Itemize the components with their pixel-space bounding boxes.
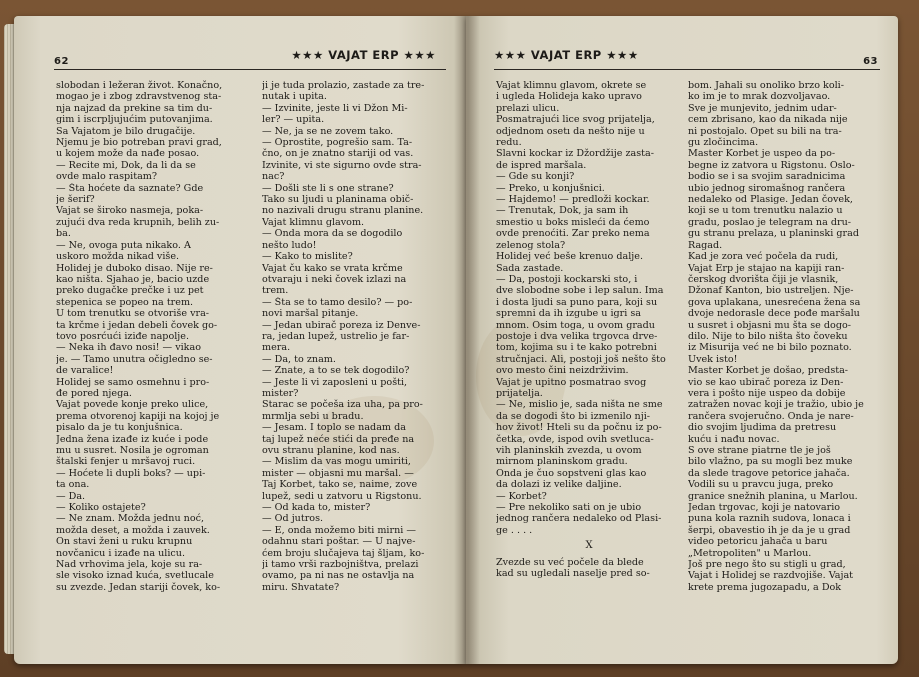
text-line: da slede tragove petorice jahača.: [688, 467, 850, 479]
text-line: dio svojim ljudima da pretresu: [688, 422, 837, 434]
text-line: ni postojalo. Opet su bili na tra-: [688, 125, 842, 137]
text-line: Slavni kockar iz Džordžije zasta-: [496, 148, 654, 160]
text-line: mu u susret. Nosila je ogroman: [56, 445, 209, 456]
text-line: — Od kada to, mister?: [262, 502, 371, 514]
text-line: postoje i dva velika trgovca drve-: [496, 330, 658, 342]
text-line: Holidej se samo osmehnu i pro-: [56, 376, 210, 388]
right-column-1-top: [496, 80, 682, 536]
text-line: U tom trenutku se otvoriše vra-: [56, 308, 210, 320]
text-line: čno, on je znatno stariji od vas.: [262, 148, 414, 160]
text-line: no nazivali drugu stranu planine.: [262, 205, 424, 217]
text-line: Izvinite, vi ste sigurno ovde stra-: [262, 159, 422, 171]
text-line: Jedan trgovac, koji je natovario: [688, 502, 841, 514]
text-line: — Trenutak, Dok, ja sam ih: [496, 205, 629, 217]
text-line: — Da, to znam.: [262, 353, 336, 365]
text-line: Master Korbet je uspeo da po-: [688, 148, 836, 160]
text-line: smestio u boks misleći da ćemo: [496, 216, 650, 228]
text-line: Vajat klimnu glavom, okrete se: [496, 80, 647, 91]
text-line: jednog rančera nedaleko od Plasi-: [496, 513, 662, 525]
text-line: Sve je munjevito, jednim udar-: [688, 102, 837, 114]
text-line: je. — Tamo unutra očigledno se-: [56, 353, 213, 365]
text-line: gradu, poslao je telegram na dru-: [688, 216, 851, 228]
text-line: nac?: [262, 171, 285, 183]
text-line: „Metropoliten" u Marlou.: [688, 547, 812, 559]
text-line: Posmatrajući lice svog prijatelja,: [496, 114, 655, 126]
text-line: Starac se počeša iza uha, pa pro-: [262, 399, 423, 411]
text-line: ovamo, pa ni nas ne ostavlja na: [262, 570, 415, 582]
text-line: puna kola raznih sudova, lonaca i: [688, 513, 851, 525]
text-line: tom, kojima su i te kako potrebni: [496, 342, 657, 354]
text-line: prijatelja.: [496, 387, 543, 399]
chapter-heading: X: [585, 540, 593, 552]
text-line: u susret i objasni mu šta se dogo-: [688, 319, 851, 331]
text-line: Kad je zora već počela da rudi,: [688, 251, 839, 263]
text-line: — Ne znam. Možda jednu noć,: [56, 513, 205, 525]
text-line: dilo. Nije to bilo ništa što čoveku: [688, 330, 848, 342]
text-line: Ragad.: [688, 239, 723, 251]
text-line: — Hoćete li dupli boks? — upi-: [56, 467, 206, 479]
text-line: — Kako to mislite?: [262, 251, 353, 263]
text-line: zatražen novac koji je tražio, ubio je: [688, 399, 864, 411]
text-line: bodio se i sa svojim saradnicima: [688, 171, 846, 183]
text-line: — Onda mora da se dogodilo: [262, 228, 403, 240]
text-line: Tako su ljudi u planinama obič-: [262, 194, 414, 206]
text-line: ovde prenoćiti. Zar preko nema: [496, 228, 650, 240]
text-line: ra, jedan lupež, ustrelio je far-: [262, 330, 410, 342]
text-line: ta ona.: [56, 479, 90, 491]
text-line: ge . . . .: [496, 524, 533, 536]
text-line: ko im je to mrak dozvoljavao.: [688, 91, 831, 103]
text-line: Vajat klimnu glavom.: [262, 216, 365, 228]
text-line: Vajat povede konje preko ulice,: [56, 399, 209, 411]
text-line: mnom. Osim toga, u ovom gradu: [496, 319, 655, 331]
text-line: i ugleda Holideja kako upravo: [496, 91, 642, 103]
text-line: — Ne, ovoga puta nikako. A: [56, 239, 191, 251]
text-line: — Korbet?: [496, 490, 547, 502]
text-line: šerpi, obavestio ih je da je u grad: [688, 524, 851, 536]
text-line: ba.: [56, 228, 71, 240]
text-line: stepenica se popeo na trem.: [56, 296, 194, 308]
text-line: tovo posrćući iziđe napolje.: [56, 330, 189, 342]
text-line: ovu stranu planine, kod nas.: [262, 445, 400, 456]
text-line: nešto ludo!: [262, 239, 317, 251]
text-line: S ove strane piatrne tle je još: [688, 445, 831, 456]
text-line: sle visoko iznad kuća, svetlucale: [56, 570, 214, 582]
text-line: — Neka ih đavo nosi! — vikao: [56, 342, 201, 354]
text-line: pisalo da je tu konjušnica.: [56, 422, 183, 434]
text-line: preko dugačke prečke i uz pet: [56, 285, 204, 297]
text-line: vio se kao ubirač poreza iz Den-: [688, 376, 844, 388]
text-line: spremni da ih izgube u igri sa: [496, 308, 642, 320]
text-line: Vajat i Holidej se razdvojiše. Vajat: [688, 570, 854, 582]
text-line: je šerif?: [56, 194, 95, 206]
text-line: da se dogodi što bi izmenilo nji-: [496, 410, 651, 422]
text-line: Master Korbet je došao, predsta-: [688, 365, 849, 377]
text-line: — Došli ste li s one strane?: [262, 182, 394, 194]
text-line: otvaraju i neki čovek izlazi na: [262, 273, 407, 285]
text-line: gu zločincima.: [688, 137, 759, 149]
text-line: cem zbrisano, kao da nikada nije: [688, 114, 848, 126]
text-line: — Da, postoji kockarski sto, i: [496, 273, 638, 285]
text-line: vih planinskih zvezda, u ovom: [496, 445, 642, 456]
text-line: ćem broju slučajeva taj šljam, ko-: [262, 547, 425, 559]
text-line: — E, onda možemo biti mirni —: [262, 524, 416, 536]
text-line: — Pre nekoliko sati on je ubio: [496, 502, 642, 514]
text-line: uskoro možda nikad više.: [56, 251, 180, 263]
text-line: su zvezde. Jedan stariji čovek, ko-: [56, 581, 221, 593]
left-column-1: [56, 80, 252, 593]
text-line: — Mislim da vas mogu umiriti,: [262, 456, 411, 468]
right-page-number: 63: [863, 56, 878, 67]
text-line: četka, ovde, ispod ovih svetluca-: [496, 433, 654, 445]
text-line: ji tamo vrši razbojništva, prelazi: [262, 559, 419, 571]
text-line: gu stranu prelaza, u planinski grad: [688, 228, 859, 240]
text-line: mrmlja sebi u bradu.: [262, 410, 364, 422]
text-line: Nad vrhovima jela, koje su ra-: [56, 559, 203, 571]
text-line: da dolazi iz velike daljine.: [496, 479, 622, 491]
text-line: Vajat se široko nasmeja, poka-: [56, 205, 204, 217]
text-line: — Od jutros.: [262, 513, 324, 525]
text-line: Sada zastade.: [496, 262, 564, 274]
text-line: Jedna žena izađe iz kuće i pode: [56, 433, 209, 445]
left-page-header: [54, 48, 446, 74]
text-line: Holidej je duboko disao. Nije re-: [56, 262, 213, 274]
text-line: kuću i nađu novac.: [688, 433, 780, 445]
text-line: ovde malo raspitam?: [56, 171, 158, 183]
left-page: [14, 16, 466, 664]
text-line: Vajat Erp je stajao na kapiji ran-: [688, 262, 845, 274]
text-line: Još pre nego što su stigli u grad,: [688, 559, 846, 571]
left-column-2: [262, 80, 454, 593]
text-line: nutak i upita.: [262, 91, 327, 103]
right-running-head: ★★★ VAJAT ERP ★★★: [494, 48, 639, 62]
text-line: koji se u tom trenutku nalazio u: [688, 205, 843, 217]
text-line: — Da.: [56, 490, 86, 502]
text-line: đe pored njega.: [56, 387, 132, 399]
header-rule: [494, 69, 880, 70]
text-line: bilo vlažno, pa su mogli bez muke: [688, 456, 853, 468]
text-line: čerskog dvorišta čiji je vlasnik,: [688, 273, 839, 285]
text-line: Onda je čuo sopstveni glas kao: [496, 467, 647, 479]
text-line: Vodili su u pravcu juga, preko: [688, 479, 834, 491]
text-line: rančera svojeručno. Onda je nare-: [688, 410, 854, 422]
text-line: ubio jednog siromašnog rančera: [688, 182, 846, 194]
text-line: — Jesam. I toplo se nadam da: [262, 422, 406, 434]
text-line: Zvezde su već počele da blede: [496, 556, 644, 568]
text-line: granice snežnih planina, u Marlou.: [688, 490, 858, 502]
text-line: ler? — upita.: [262, 114, 325, 126]
text-line: bom. Jahali su onoliko brzo koli-: [688, 80, 844, 91]
text-line: stručnjaci. Ali, postoji još nešto što: [496, 353, 666, 365]
text-line: Taj Korbet, tako se, naime, zove: [262, 479, 418, 491]
text-line: dvoje nedorasle dece pođe maršalu: [688, 308, 860, 320]
text-line: — Šta se to tamo desilo? — po-: [262, 296, 413, 308]
text-line: vera i pošto nije uspeo da dobije: [688, 387, 846, 399]
text-line: Džonaf Kanton, bio ustreljen. Nje-: [688, 285, 854, 297]
text-line: — Ne, mislio je, sada ništa ne sme: [496, 399, 663, 411]
left-page-number: 62: [54, 56, 69, 67]
text-line: nja najzad da prekine sa tim du-: [56, 102, 213, 114]
right-page: [466, 16, 898, 664]
text-line: štalski fenjer u mršavoj ruci.: [56, 456, 196, 468]
text-line: Uvek isto!: [688, 353, 738, 365]
text-line: On stavi ženi u ruku krupnu: [56, 536, 193, 548]
text-line: Njemu je bio potreban pravi grad,: [56, 137, 222, 149]
text-line: Sa Vajatom je bilo drugačije.: [56, 125, 196, 137]
text-line: — Znate, a to se tek dogodilo?: [262, 365, 410, 377]
text-line: trem.: [262, 285, 289, 297]
text-line: — Jedan ubirač poreza iz Denve-: [262, 319, 421, 331]
text-line: ji je tuda prolazio, zastade za tre-: [262, 80, 425, 91]
text-line: u kojem može da nađe posao.: [56, 148, 200, 160]
text-line: gova uplakana, unesrećena žena sa: [688, 296, 861, 308]
right-column-2: [688, 80, 876, 593]
text-line: Vajat ču kako se vrata krčme: [262, 262, 403, 274]
text-line: mister — objasni mu maršal. —: [262, 467, 414, 479]
text-line: — Jeste li vi zaposleni u pošti,: [262, 376, 408, 388]
text-line: dve slobodne sobe i lep salun. Ima: [496, 285, 664, 297]
text-line: taj lupež neće stići da pređe na: [262, 433, 415, 445]
text-line: hov život! Hteli su da počnu iz po-: [496, 422, 662, 434]
text-line: možda deset, a možda i zauvek.: [56, 524, 210, 536]
text-line: odjednom osetı da nešto nije u: [496, 125, 645, 137]
text-line: mirnom planinskom gradu.: [496, 456, 628, 468]
text-line: Holidej već beše krenuo dalje.: [496, 251, 644, 263]
open-book: [14, 10, 914, 672]
text-line: iz Misurija već ne bi bilo poznato.: [688, 342, 852, 354]
text-line: — Gde su konji?: [496, 171, 575, 183]
text-line: redu.: [496, 137, 522, 149]
text-line: ovo mesto čini neizdrživim.: [496, 365, 629, 377]
text-line: i dosta ljudi sa puno para, koji su: [496, 296, 658, 308]
text-line: video petoricu jahača u baru: [688, 536, 828, 548]
text-line: miru. Shvatate?: [262, 581, 340, 593]
text-line: — Ne, ja se ne zovem tako.: [262, 125, 394, 137]
text-line: de ispred maršala.: [496, 159, 587, 171]
text-line: odahnu stari poštar. — U najve-: [262, 536, 416, 548]
text-line: — Oprostite, pogrešio sam. Ta-: [262, 137, 413, 149]
right-column-1: [496, 80, 682, 579]
text-line: — Šta hoćete da saznate? Gde: [56, 182, 204, 194]
text-line: krete prema jugozapadu, a Dok: [688, 581, 842, 593]
text-line: — Preko, u konjušnici.: [496, 182, 605, 194]
text-line: slobodan i ležeran život. Konačno,: [56, 80, 223, 91]
text-line: ta krčme i jedan debeli čovek go-: [56, 319, 218, 331]
text-line: novčanicu i izađe na ulicu.: [56, 547, 186, 559]
text-line: prelazi ulicu.: [496, 102, 560, 114]
text-line: — Izvinite, jeste li vi Džon Mi-: [262, 102, 408, 114]
text-line: — Hajdemo! — predloži kockar.: [496, 194, 650, 206]
text-line: mera.: [262, 342, 291, 354]
text-line: prema otvorenoj kapiji na kojoj je: [56, 410, 220, 422]
text-line: novi maršal pitanje.: [262, 308, 359, 320]
right-column-1-bottom: [496, 557, 682, 580]
text-line: de varalice!: [56, 365, 114, 377]
text-line: nedaleko od Plasige. Jedan čovek,: [688, 194, 853, 206]
text-line: zujući dva reda krupnih, belih zu-: [56, 216, 220, 228]
text-line: mister?: [262, 387, 299, 399]
text-line: — Recite mi, Dok, da li da se: [56, 159, 196, 171]
text-line: kao ništa. Sjahao je, bacio uzde: [56, 273, 210, 285]
text-line: — Koliko ostajete?: [56, 502, 146, 514]
text-line: begne iz zatvora u Rigstonu. Oslo-: [688, 159, 855, 171]
text-line: gim i iscrpljujućim putovanjima.: [56, 114, 213, 126]
text-line: mogao je i zbog zdravstvenog sta-: [56, 91, 222, 103]
text-line: lupež, sedi u zatvoru u Rigstonu.: [262, 490, 422, 502]
text-line: zelenog stola?: [496, 239, 566, 251]
left-running-head: ★★★ VAJAT ERP ★★★: [291, 48, 436, 62]
header-rule: [54, 69, 446, 70]
right-page-header: [494, 48, 880, 74]
text-line: Vajat je upitno posmatrao svog: [496, 376, 647, 388]
text-line: kad su ugledali naselje pred so-: [496, 568, 650, 580]
